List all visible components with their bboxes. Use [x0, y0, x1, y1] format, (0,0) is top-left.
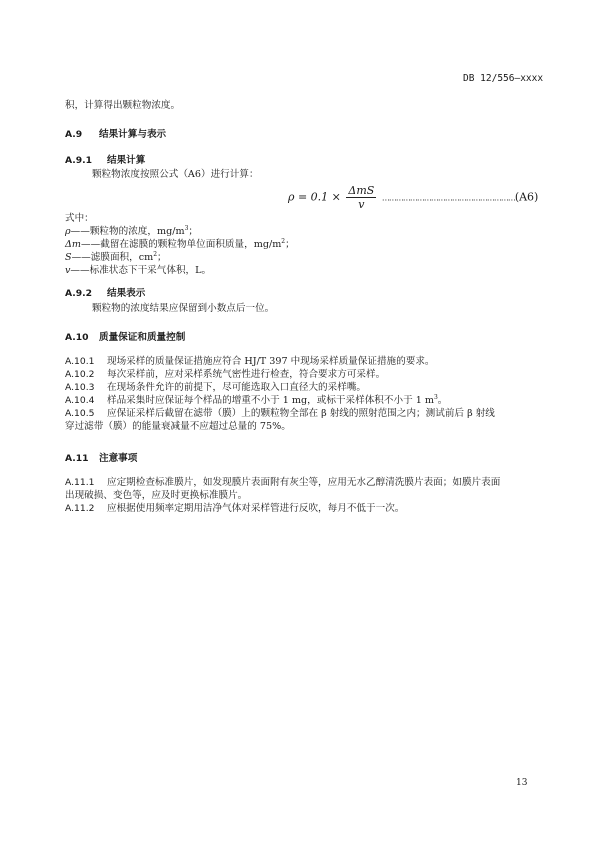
formula-denominator: v — [358, 198, 365, 211]
clause-number: A.10.3 — [65, 382, 95, 393]
punct: ； — [157, 252, 167, 263]
superscript: 2 — [281, 238, 286, 245]
clause-a11-1 — [65, 476, 500, 489]
section-number: A.11 — [65, 453, 89, 464]
section-title: 结果计算 — [107, 155, 146, 166]
formula-label: (A6) — [514, 190, 539, 204]
section-number: A.9.1 — [65, 155, 93, 166]
clause-number: A.10.1 — [65, 356, 95, 367]
clause-a10-1 — [65, 355, 435, 368]
section-heading-a10 — [65, 329, 185, 343]
clause-a10-5-continued: 穿过滤带（膜）的能量衰减量不应超过总量的 75%。 — [65, 421, 291, 432]
section-title: 质量保证和质量控制 — [99, 332, 186, 343]
document-id: DB 12/556—xxxx — [463, 73, 544, 84]
section-heading-a92 — [65, 285, 145, 299]
superscript: 2 — [153, 251, 158, 258]
clause-number: A.10.5 — [65, 408, 95, 419]
definition: ——标准状态下干采气体积，L。 — [70, 265, 212, 276]
clause-text: 在现场条件允许的前提下，尽可能选取入口直径大的采样嘴。 — [107, 382, 367, 393]
clause-text: 应保证采样后截留在滤带（膜）上的颗粒物全部在 β 射线的照射范围之内；测试前后 β 射线 — [107, 408, 495, 419]
superscript: 3 — [184, 225, 189, 232]
formula-fraction — [346, 184, 376, 211]
clause-number: A.11.2 — [65, 503, 95, 514]
where-item — [65, 264, 211, 277]
section-number: A.10 — [65, 332, 89, 343]
section-title: 注意事项 — [99, 453, 138, 464]
symbol: v — [65, 265, 71, 276]
section-number: A.9.2 — [65, 288, 93, 299]
section-number: A.9 — [65, 129, 83, 140]
where-item — [65, 251, 167, 264]
section-heading-a9 — [65, 126, 166, 140]
clause-text: 现场采样的质量保证措施应符合 HJ/T 397 中现场采样质量保证措施的要求。 — [107, 356, 435, 367]
section-heading-a11 — [65, 450, 137, 464]
punct: 。 — [437, 395, 448, 406]
clause-number: A.11.1 — [65, 477, 95, 488]
a92-text: 颗粒物的浓度结果应保留到小数点后一位。 — [92, 303, 275, 314]
section-heading-a91 — [65, 152, 145, 166]
clause-a11-1-continued: 出现破损、变色等，应及时更换标准膜片。 — [65, 490, 248, 501]
symbol: ρ — [65, 226, 71, 237]
clause-text: 应定期检查标准膜片，如发现膜片表面附有灰尘等，应用无水乙醇清洗膜片表面；如膜片表面 — [107, 477, 501, 488]
symbol: S — [65, 252, 72, 263]
punct: ； — [188, 226, 198, 237]
clause-a10-3 — [65, 381, 366, 394]
where-item — [65, 238, 295, 251]
definition: ——截留在滤膜的颗粒物单位面积质量，mg/m — [81, 239, 282, 250]
formula-a6 — [288, 184, 538, 211]
clause-a10-2 — [65, 368, 385, 381]
section-title: 结果计算与表示 — [99, 129, 167, 140]
where-label: 式中： — [65, 213, 94, 224]
page-number: 13 — [516, 778, 528, 788]
intro-line: 积，计算得出颗粒物浓度。 — [65, 100, 181, 111]
section-title: 结果表示 — [107, 288, 146, 299]
clause-text: 应根据使用频率定期用洁净气体对采样管进行反吹，每月不低于一次。 — [107, 503, 405, 514]
clause-number: A.10.2 — [65, 369, 95, 380]
where-item — [65, 225, 198, 238]
clause-text: 每次采样前，应对采样系统气密性进行检查，符合要求方可采样。 — [107, 369, 386, 380]
formula-lhs: ρ = 0.1 × — [288, 190, 341, 204]
formula-leader-dots: ………………………………………………… — [381, 193, 515, 203]
definition: ——颗粒物的浓度，mg/m — [70, 226, 185, 237]
symbol: Δm — [65, 239, 82, 250]
clause-a10-5 — [65, 407, 495, 420]
a91-text: 颗粒物浓度按照公式（A6）进行计算： — [92, 169, 259, 180]
punct: ； — [285, 239, 295, 250]
clause-text: 样品采集时应保证每个样品的增重不小于 1 mg，或标干采样体积不小于 1 m — [107, 395, 434, 406]
superscript: 3 — [433, 394, 438, 401]
definition: ——滤膜面积，cm — [71, 252, 154, 263]
formula-numerator: ΔmS — [348, 184, 375, 197]
clause-a11-2 — [65, 502, 404, 515]
clause-a10-4 — [65, 394, 447, 407]
clause-number: A.10.4 — [65, 395, 95, 406]
